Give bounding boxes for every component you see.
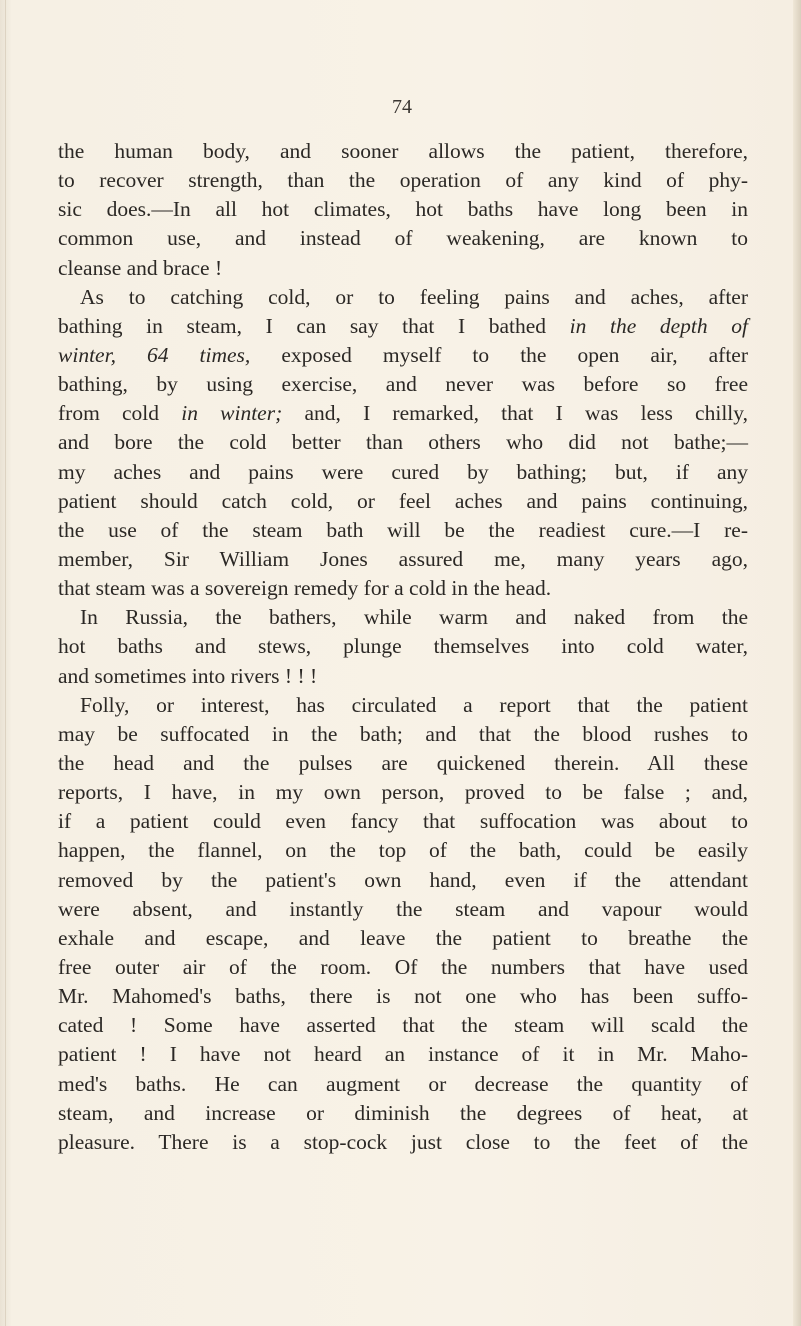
page-gutter-shadow (5, 0, 6, 1326)
text-line: As to catching cold, or to feeling pains and aches, after (80, 284, 748, 309)
text-line: to recover strength, than the operation of any kind of phy- (58, 168, 748, 193)
text-line: sic does.—In all hot climates, hot baths have long been in (58, 197, 748, 222)
text-line: Folly, or interest, has circulated a report that the patient (80, 692, 748, 717)
text-line: cated ! Some have asserted that the steam will scald the (58, 1013, 748, 1038)
text-line: the head and the pulses are quickened therein. All these (58, 750, 748, 775)
text-line: happen, the flannel, on the top of the bath, could be easily (58, 838, 748, 863)
text-line: In Russia, the bathers, while warm and naked from the (80, 605, 748, 630)
text-line: winter, 64 times, exposed myself to the open air, after (58, 342, 748, 367)
text-line: were absent, and instantly the steam and vapour would (58, 896, 748, 921)
text-line: from cold in winter; and, I remarked, that I was less chilly, (58, 401, 748, 426)
text-line: common use, and instead of weakening, are known to (58, 226, 748, 251)
text-line: hot baths and stews, plunge themselves into cold water, (58, 634, 748, 659)
text-line: bathing, by using exercise, and never was before so free (58, 372, 748, 397)
text-line: that steam was a sovereign remedy for a cold in the head. (58, 576, 552, 601)
text-line: patient should catch cold, or feel aches and pains continuing, (58, 488, 748, 513)
text-line: the human body, and sooner allows the patient, therefore, (58, 139, 748, 163)
text-line: free outer air of the room. Of the numbers that have used (58, 954, 748, 979)
text-line: bathing in steam, I can say that I bathed in the depth of (58, 313, 748, 338)
text-line: med's baths. He can augment or decrease the quantity of (58, 1071, 748, 1096)
text-line: and bore the cold better than others who did not bathe;— (58, 430, 748, 455)
text-line: exhale and escape, and leave the patient to breathe the (58, 925, 748, 950)
text-line: member, Sir William Jones assured me, many years ago, (58, 546, 748, 571)
text-line: and sometimes into rivers ! ! ! (58, 663, 318, 688)
body-text (58, 137, 748, 1157)
page-number: 74 (392, 96, 412, 118)
text-line: if a patient could even fancy that suffocation was about to (58, 809, 748, 834)
text-line: my aches and pains were cured by bathing; but, if any (58, 459, 748, 484)
text-line: removed by the patient's own hand, even if the attendant (58, 867, 748, 892)
text-line: may be suffocated in the bath; and that the blood rushes to (58, 721, 748, 746)
text-line: Mr. Mahomed's baths, there is not one who has been suffo- (58, 984, 748, 1009)
text-line: steam, and increase or diminish the degrees of heat, at (58, 1100, 748, 1125)
text-line: pleasure. There is a stop-cock just close to the feet of the (58, 1129, 748, 1154)
text-line: reports, I have, in my own person, proved to be false ; and, (58, 780, 748, 805)
text-line: cleanse and brace ! (58, 255, 223, 280)
text-line: patient ! I have not heard an instance of it in Mr. Maho- (58, 1042, 748, 1067)
page-edge (793, 0, 801, 1326)
text-line: the use of the steam bath will be the readiest cure.—I re- (58, 517, 748, 542)
